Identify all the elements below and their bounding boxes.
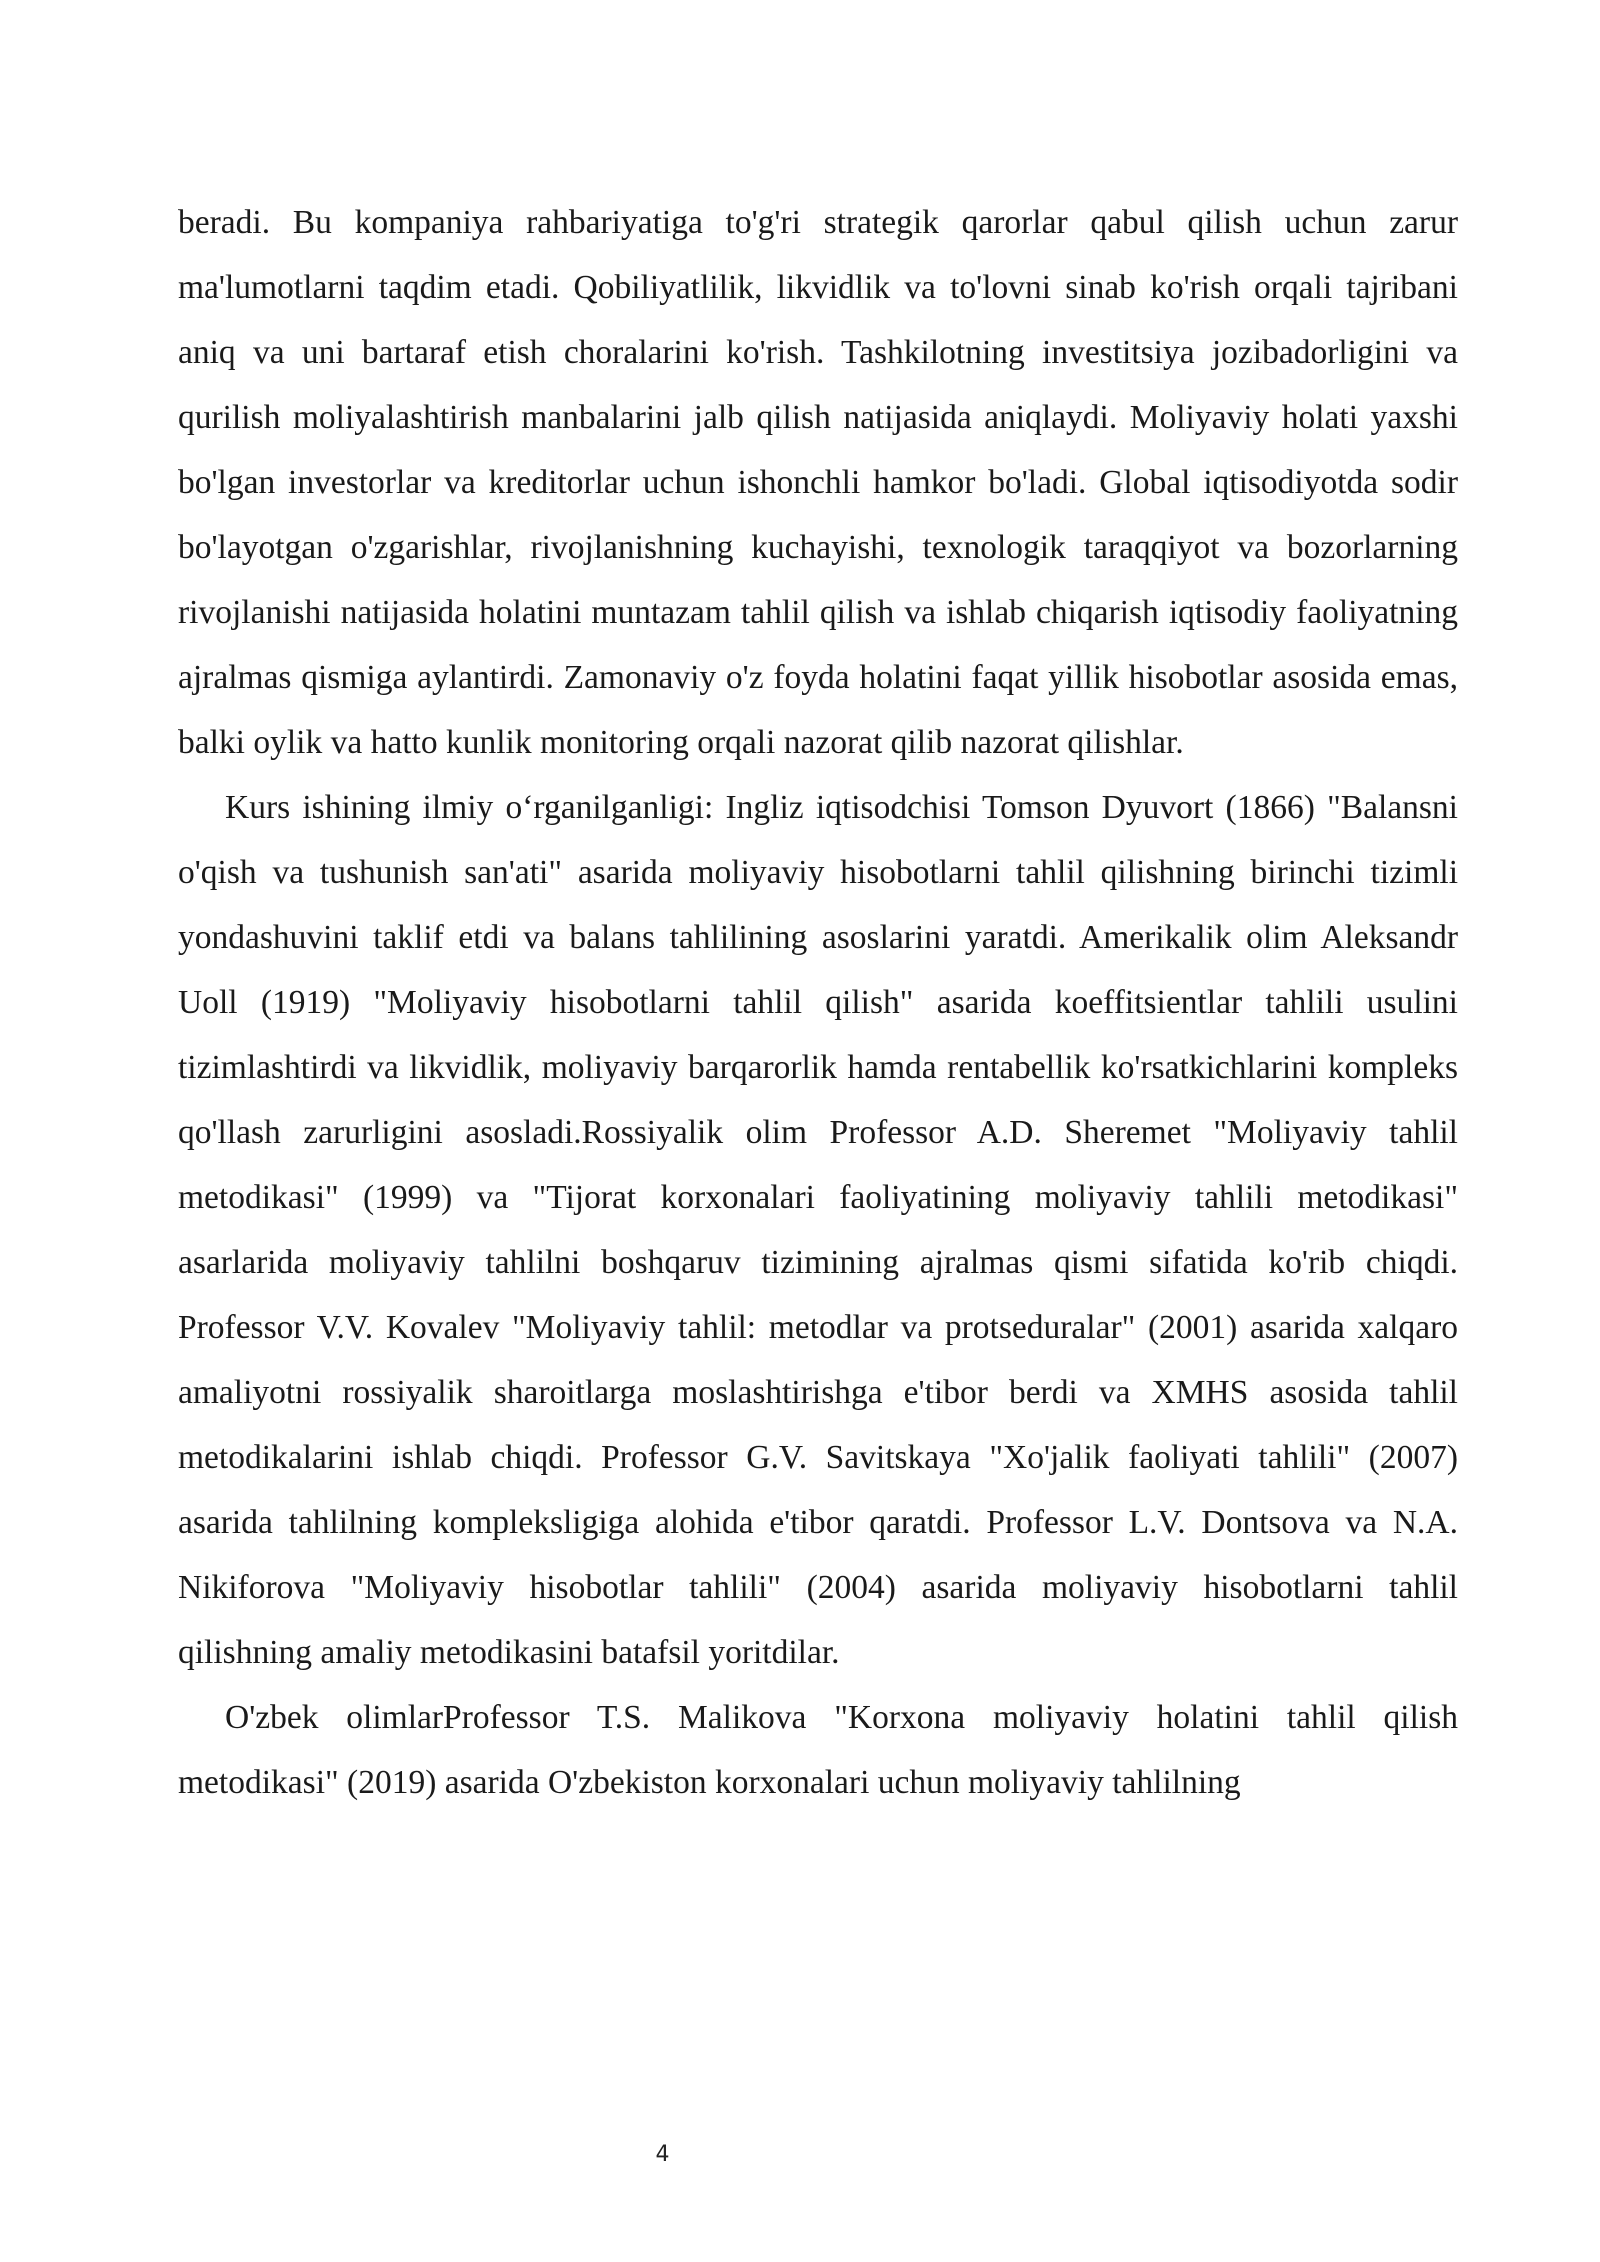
page-number: 4 <box>655 2142 670 2167</box>
paragraph-uzbek-scholars: O'zbek olimlarProfessor T.S. Malikova "Korxona moliyaviy holatini tahlil qilish metodikasi" (2019) asarida O'zbekiston korxonalari uchun moliyaviy tahlilning <box>178 1699 1458 1801</box>
paragraph-literature-review: Kurs ishining ilmiy o‘rganilganligi: Ingliz iqtisodchisi Tomson Dyuvort (1866) "Balansni o'qish va tushunish san'ati" asarida moliyaviy hisobotlarni tahlil qilishning birinchi tizimli yondashuvini taklif etdi va balans tahlilining asoslarini yaratdi. Amerikalik olim Aleksandr Uoll (1919) "Moliyaviy hisobotlarni tahlil qilish" asarida koeffitsientlar tahlili usulini tizimlashtirdi va likvidlik, moliyaviy barqarorlik hamda rentabellik ko'rsatkichlarini kompleks qo'llash zarurligini asosladi.Rossiyalik olim Professor A.D. Sheremet "Moliyaviy tahlil metodikasi" (1999) va "Tijorat korxonalari faoliyatining moliyaviy tahlili metodikasi" asarlarida moliyaviy tahlilni boshqaruv tizimining ajralmas qismi sifatida ko'rib chiqdi. Professor V.V. Kovalev "Moliyaviy tahlil: metodlar va protseduralar" (2001) asarida xalqaro amaliyotni rossiyalik sharoitlarga moslashtirishga e'tibor berdi va XMHS asosida tahlil metodikalarini ishlab chiqdi. Professor G.V. Savitskaya "Xo'jalik faoliyati tahlili" (2007) asarida tahlilning kompleksligiga alohida e'tibor qaratdi. Professor L.V. Dontsova va N.A. Nikiforova "Moliyaviy hisobotlar tahlili" (2004) asarida moliyaviy hisobotlarni tahlil qilishning amaliy metodikasini batafsil yoritdilar. <box>178 789 1458 1671</box>
body-text <box>178 190 1458 1815</box>
paragraph-continued: beradi. Bu kompaniya rahbariyatiga to'g'ri strategik qarorlar qabul qilish uchun zarur ma'lumotlarni taqdim etadi. Qobiliyatlilik, likvidlik va to'lovni sinab ko'rish orqali tajribani aniq va uni bartaraf etish choralarini ko'rish. Tashkilotning investitsiya jozibadorligini va qurilish moliyalashtirish manbalarini jalb qilish natijasida aniqlaydi. Moliyaviy holati yaxshi bo'lgan investorlar va kreditorlar uchun ishonchli hamkor bo'ladi. Global iqtisodiyotda sodir bo'layotgan o'zgarishlar, rivojlanishning kuchayishi, texnologik taraqqiyot va bozorlarning rivojlanishi natijasida holatini muntazam tahlil qilish va ishlab chiqarish iqtisodiy faoliyatning ajralmas qismiga aylantirdi. Zamonaviy o'z foyda holatini faqat yillik hisobotlar asosida emas, balki oylik va hatto kunlik monitoring orqali nazorat qilib nazorat qilishlar. <box>178 204 1458 761</box>
